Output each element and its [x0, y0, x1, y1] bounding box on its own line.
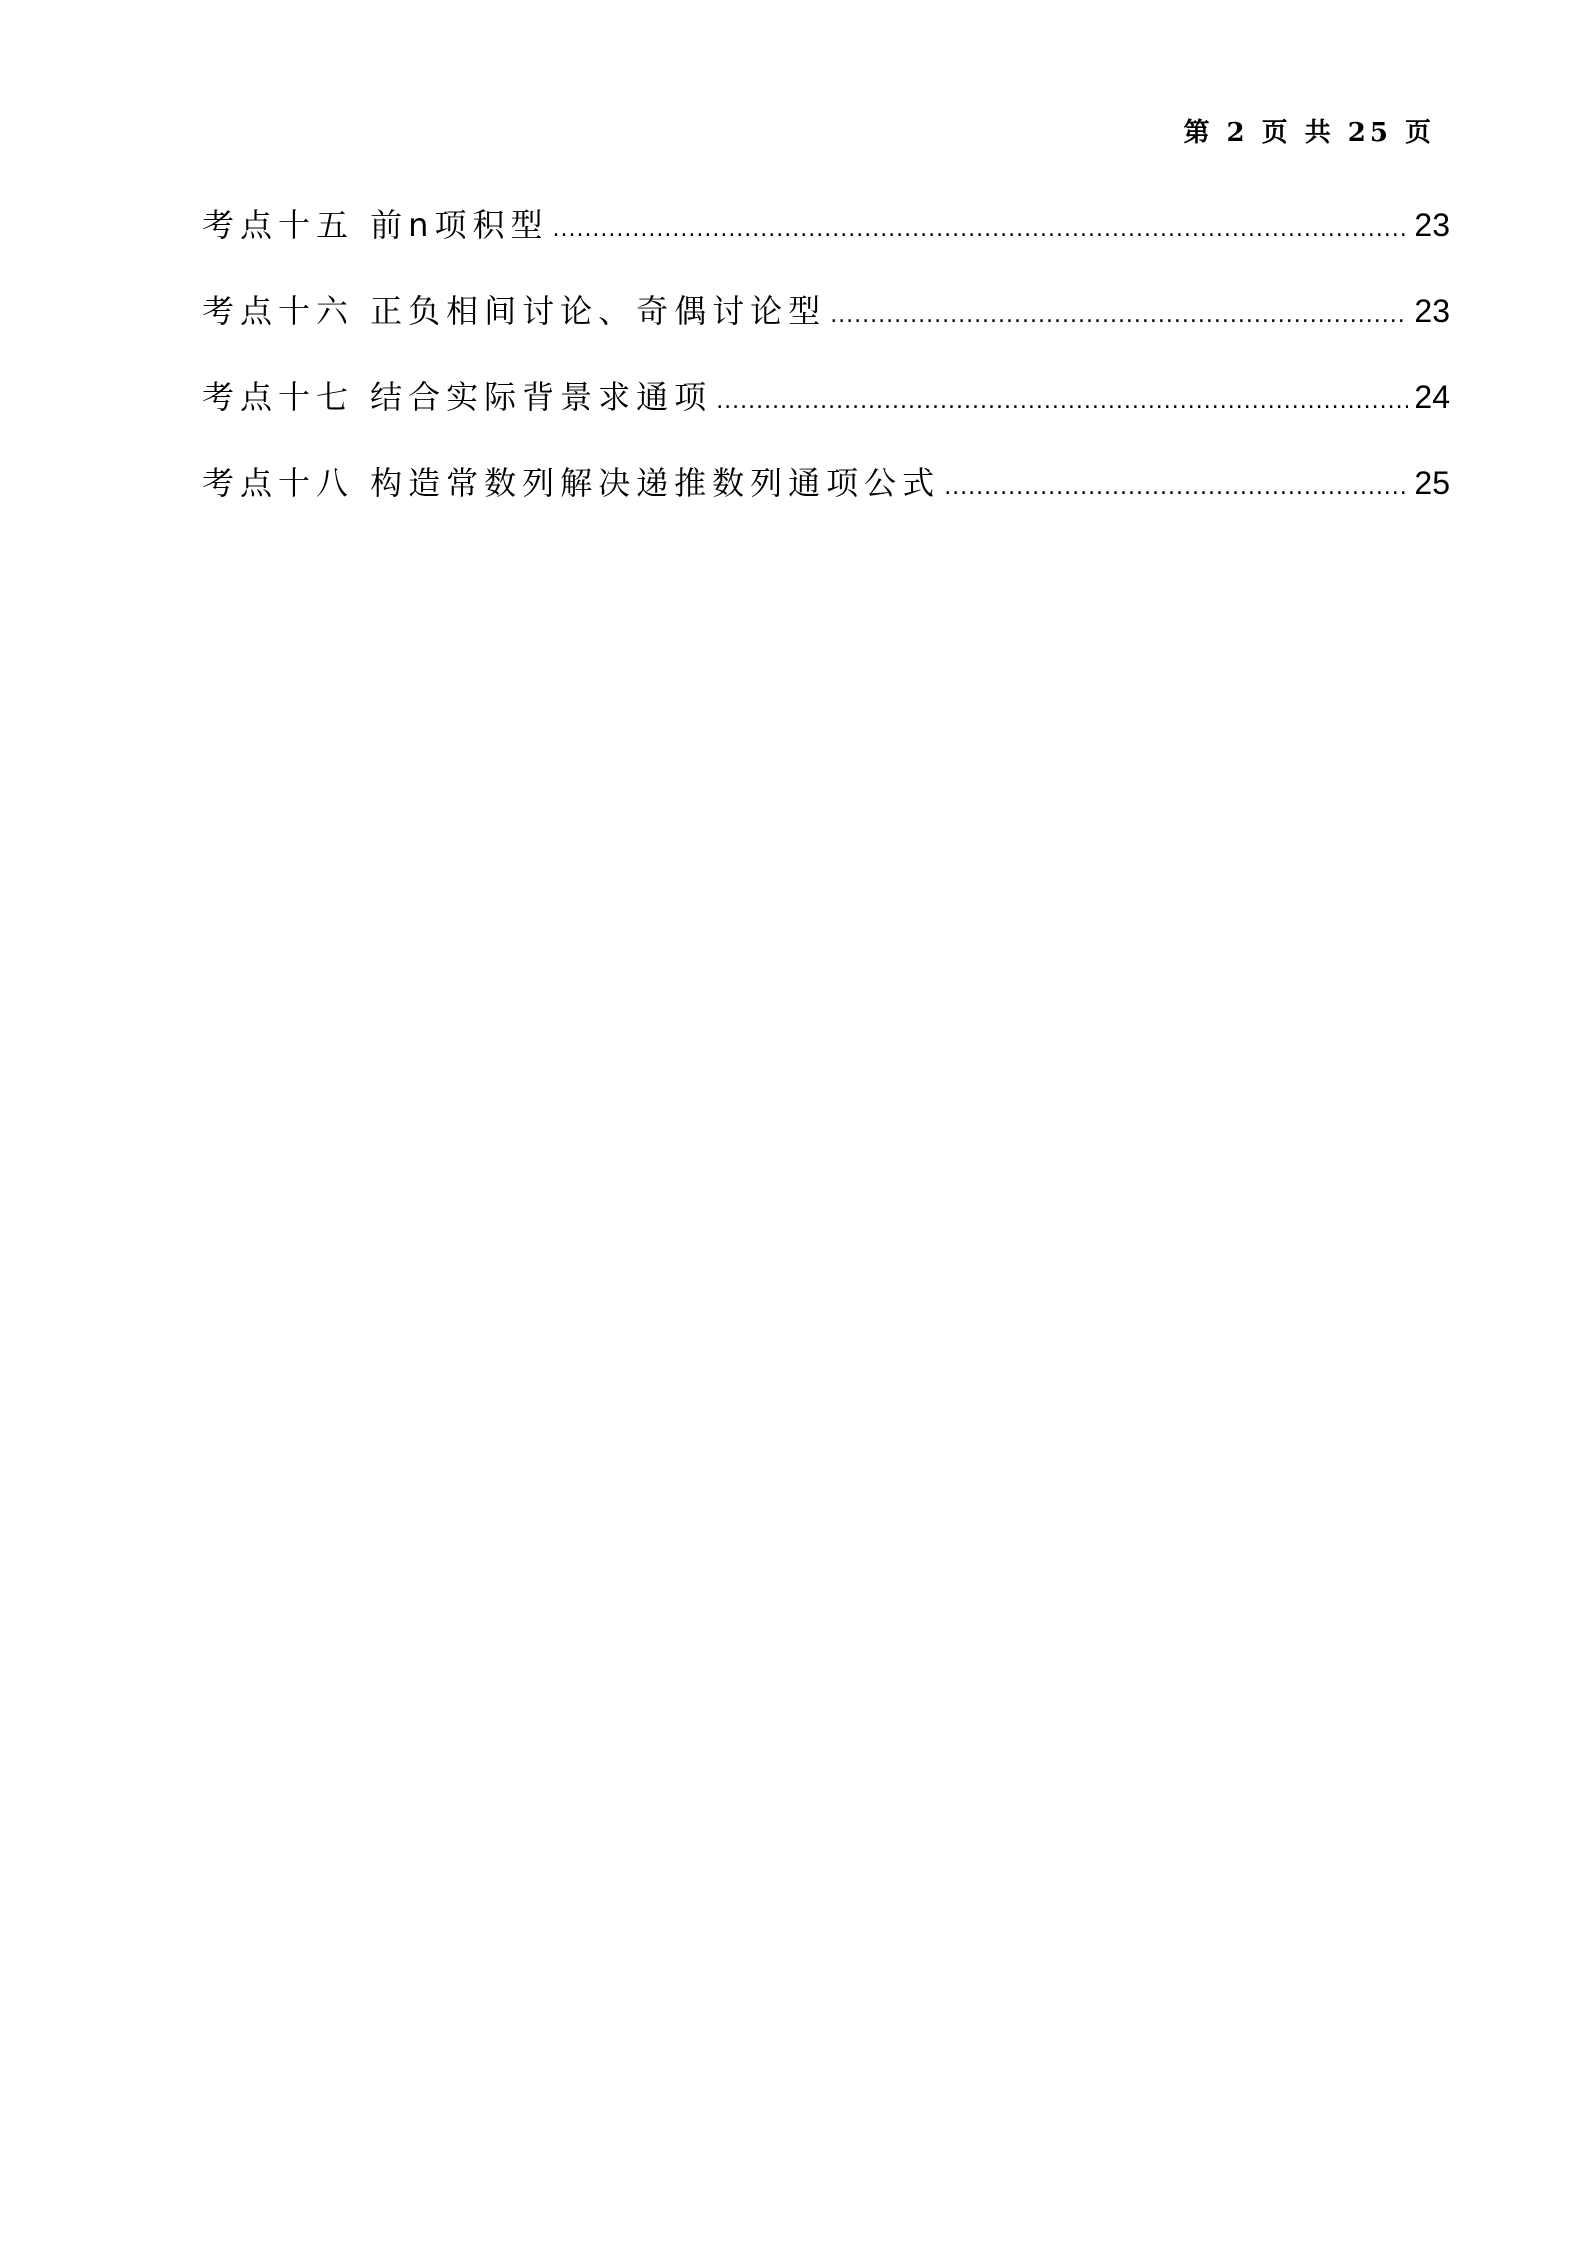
toc-leader-dots: [944, 475, 1408, 500]
toc-leader-dots: [552, 217, 1408, 242]
toc-entry-page: 23: [1414, 293, 1450, 329]
toc-entry[interactable]: [202, 200, 1450, 286]
toc-leader-dots: [830, 303, 1408, 328]
toc-entry-title: 考点十七 结合实际背景求通项: [202, 378, 713, 416]
toc-entry-title: 考点十六 正负相间讨论、奇偶讨论型: [202, 292, 827, 330]
page-indicator: 第 2 页 共 25 页: [1183, 118, 1435, 148]
toc-entry-page: 23: [1414, 207, 1450, 243]
toc-entry[interactable]: [202, 286, 1450, 372]
toc-entry[interactable]: [202, 372, 1450, 458]
toc-entry-page: 25: [1414, 465, 1450, 501]
toc-leader-dots: [716, 389, 1408, 414]
toc-entry-page: 24: [1414, 379, 1450, 415]
table-of-contents: [202, 200, 1450, 544]
toc-entry-title: 考点十八 构造常数列解决递推数列通项公式: [202, 464, 941, 502]
toc-entry-title: 考点十五 前n项积型: [202, 206, 549, 244]
toc-entry[interactable]: [202, 458, 1450, 544]
